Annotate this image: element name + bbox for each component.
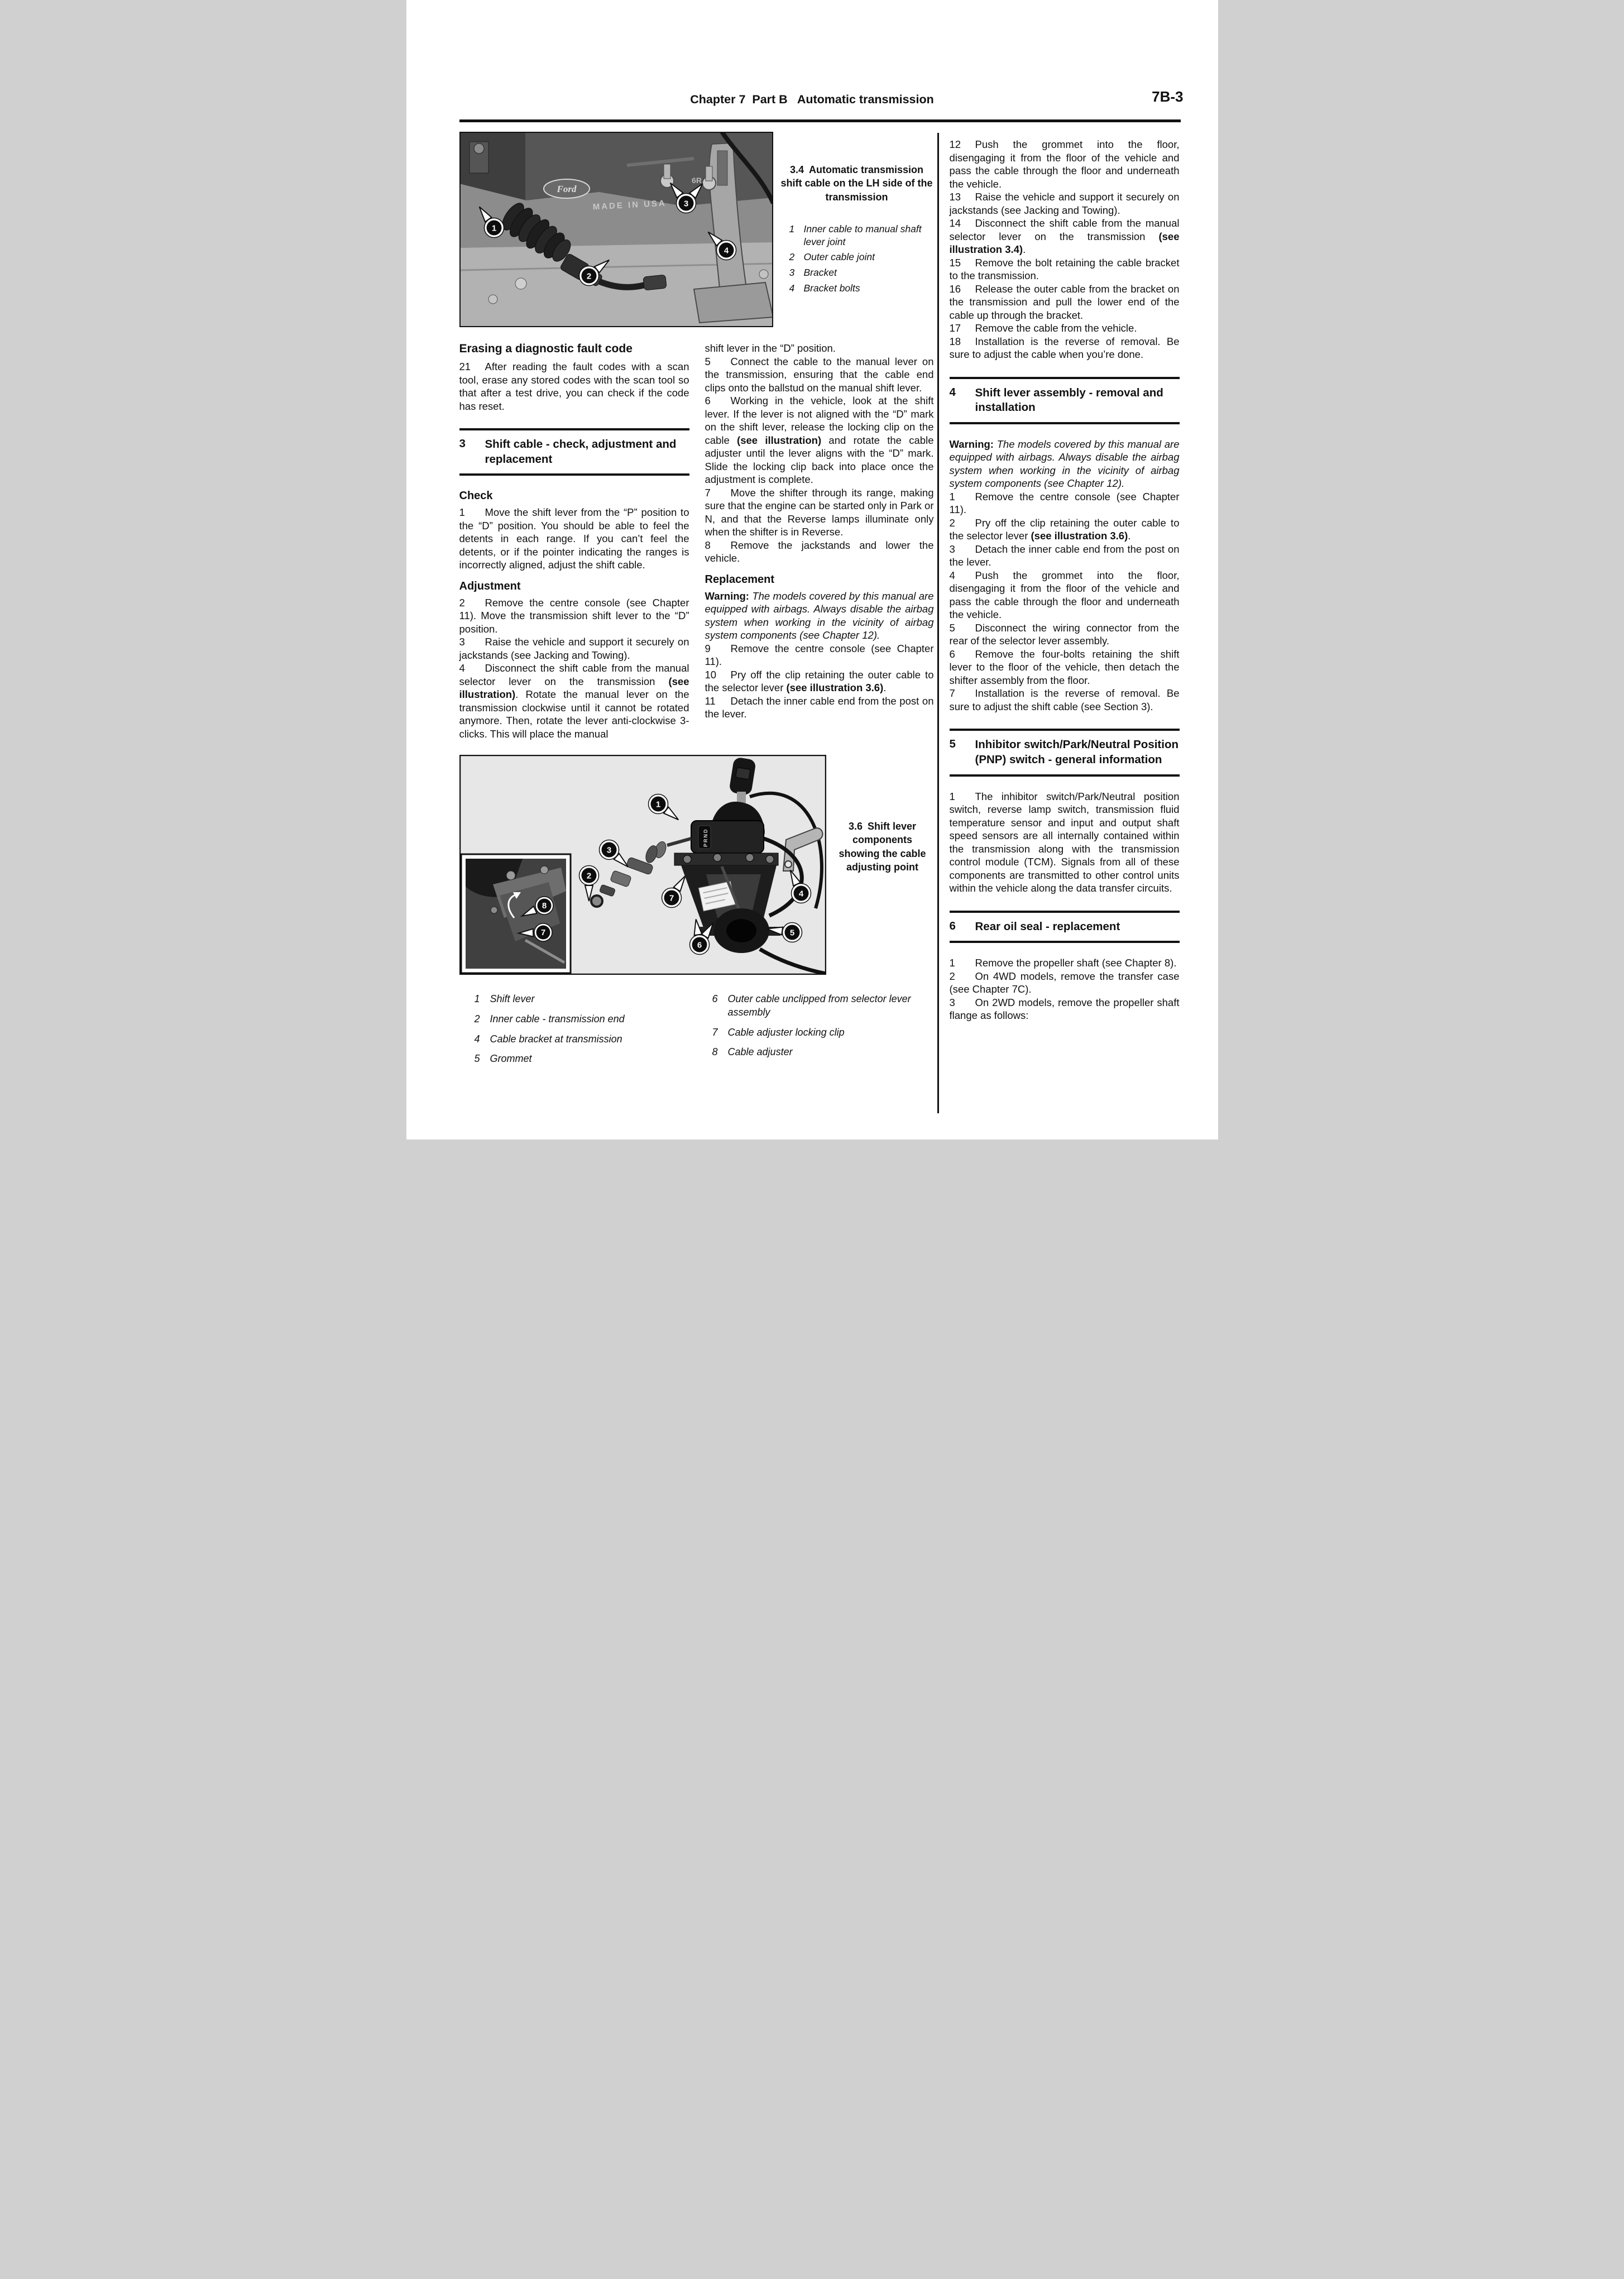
- header-rule: [459, 119, 1181, 122]
- manual-page: [406, 0, 1218, 1140]
- gear-indicator-text: PRND: [702, 828, 708, 847]
- legend-item: 4 Bracket bolts: [789, 282, 860, 294]
- legend-item: 5 Grommet: [474, 1053, 532, 1065]
- paragraph-14: 14 Disconnect the shift cable from the manual selector lever on the transmission (see illustration 3.4).: [949, 217, 1180, 255]
- figure-3-6-legend-right: [712, 993, 938, 1066]
- paragraph-18: 18 Installation is the reverse of removal. Be sure to adjust the cable when you’re done.: [949, 335, 1180, 360]
- check-heading: Check: [459, 490, 493, 502]
- warning-paragraph: Warning: The models covered by this manual are equipped with airbags. Always disable the airbag system when working in the vicinity of airbag system components (see Chapter 12).: [949, 438, 1180, 490]
- figure-3-4-caption-block: [779, 163, 935, 298]
- section4-step-6: 6 Remove the four-bolts retaining the shift lever to the floor of the vehicle, then detach the shifter assembly from the floor.: [949, 648, 1180, 686]
- figure-3-4-legend: [779, 223, 935, 295]
- adjustment-heading: Adjustment: [459, 580, 521, 592]
- paragraph-15: 15 Remove the bolt retaining the cable bracket to the transmission.: [949, 256, 1180, 281]
- section4-step-2: 2 Pry off the clip retaining the outer cable to the selector lever (see illustration 3.6).: [949, 516, 1180, 542]
- svg-text:8: 8: [542, 901, 547, 911]
- step-text: After reading the fault codes with a scan tool, erase any stored codes with the scan tool so that after a test drive, you can check if the code has reset.: [459, 361, 689, 412]
- inset-photo: [461, 854, 571, 973]
- figure-3-6-caption-block: [832, 820, 933, 874]
- figure-3-4-photo: [459, 132, 773, 327]
- svg-text:7: 7: [540, 928, 545, 937]
- legend-item: 6 Outer cable unclipped from selector lever assembly: [712, 993, 911, 1018]
- subsection-heading: Erasing a diagnostic fault code: [459, 342, 633, 355]
- section5-paragraph-1: 1 The inhibitor switch/Park/Neutral position switch, reverse lamp switch, transmission fluid temperature sensor and input and output shaft speed sensors are all internally contained within the transmission along with the transmission control module (TCM). Signals from all of these components are transmitted to other control units within the vehicle along the data transfer circuits.: [949, 790, 1180, 894]
- figure-3-6-caption: 3.6 Shift lever components showing the cable adjusting point: [839, 821, 926, 873]
- section4-step-5: 5 Disconnect the wiring connector from the rear of the selector lever assembly.: [949, 621, 1180, 647]
- figure-3-4-caption: 3.4 Automatic transmission shift cable on the LH side of the transmission: [780, 164, 933, 203]
- legend-item: 4 Cable bracket at transmission: [474, 1033, 622, 1045]
- legend-item: 1 Inner cable to manual shaft lever joint: [789, 223, 922, 247]
- legend-item: 7 Cable adjuster locking clip: [712, 1026, 845, 1038]
- section-4-heading: 4 Shift lever assembly - removal and installation: [950, 377, 1180, 424]
- section-5-heading: 5 Inhibitor switch/Park/Neutral Position (PNP) switch - general information: [950, 729, 1180, 776]
- transmission-photo-illustration: [459, 132, 773, 327]
- svg-text:5: 5: [789, 928, 794, 938]
- paragraph-4-continued: shift lever in the “D” position.: [705, 342, 836, 354]
- section-6-heading: 6 Rear oil seal - replacement: [950, 911, 1180, 944]
- warning-paragraph: Warning: The models covered by this manual are equipped with airbags. Always disable the airbag system when working in the vicinity of airbag system components (see Chapter 12).: [705, 590, 934, 641]
- legend-item: 8 Cable adjuster: [712, 1046, 793, 1058]
- figure-3-6-illustration: [459, 755, 826, 975]
- figure-number: 3.4: [789, 164, 804, 175]
- middle-column: [705, 342, 934, 721]
- legend-item: 2 Inner cable - transmission end: [474, 1013, 625, 1024]
- section4-step-4: 4 Push the grommet into the floor, disengaging it from the floor of the vehicle and pass the cable through the floor and underneath the vehicle.: [949, 569, 1180, 621]
- section4-step-1: 1 Remove the centre console (see Chapter 11).: [949, 490, 1180, 516]
- ford-logo-text: Ford: [557, 184, 576, 194]
- step-number: 21: [459, 361, 471, 373]
- figure-3-6-legend-left: [475, 993, 698, 1073]
- paragraph-2: 2 Remove the centre console (see Chapter 11). Move the transmission shift lever to the “D” position.: [459, 596, 689, 635]
- svg-text:4: 4: [724, 246, 729, 256]
- paragraph-17: 17 Remove the cable from the vehicle.: [949, 322, 1137, 334]
- svg-text:3: 3: [683, 199, 688, 209]
- paragraph-8: 8 Remove the jackstands and lower the vehicle.: [705, 539, 934, 564]
- legend-item: 2 Outer cable joint: [789, 251, 875, 263]
- page-number: 7B-3: [1152, 88, 1184, 105]
- svg-text:2: 2: [586, 871, 591, 881]
- right-column: [950, 138, 1180, 1022]
- paragraph-16: 16 Release the outer cable from the bracket on the transmission and pull the lower end of the cable up through the bracket.: [949, 283, 1180, 321]
- paragraph-3: 3 Raise the vehicle and support it securely on jackstands (see Jacking and Towing).: [459, 636, 689, 661]
- section4-step-7: 7 Installation is the reverse of removal. Be sure to adjust the shift cable (see Section 3).: [949, 687, 1180, 712]
- shift-lever-illustration: [459, 755, 826, 975]
- figure-number: 3.6: [848, 821, 863, 832]
- paragraph-5: 5 Connect the cable to the manual lever on the transmission, ensuring that the cable end clips onto the ballstud on the manual shift lever.: [705, 355, 934, 394]
- inner-cable-end-shape: [591, 896, 602, 907]
- paragraph-13: 13 Raise the vehicle and support it securely on jackstands (see Jacking and Towing).: [949, 191, 1180, 216]
- legend-item: 1 Shift lever: [474, 993, 535, 1004]
- paragraph-4: 4 Disconnect the shift cable from the manual selector lever on the transmission (see illustration). Rotate the manual lever on the transmission clockwise until it cannot be rotated anymore. Then, rotate the lever anti-clockwise 3-clicks. This will place the manual: [459, 662, 689, 740]
- page-title: Chapter 7 Part B Automatic transmission: [690, 93, 934, 106]
- paragraph-12: 12 Push the grommet into the floor, disengaging it from the floor of the vehicle and pass the cable through the floor and underneath the vehicle.: [949, 138, 1180, 190]
- svg-text:4: 4: [798, 889, 803, 899]
- section6-step-3: 3 On 2WD models, remove the propeller shaft flange as follows:: [949, 996, 1180, 1022]
- svg-text:7: 7: [669, 893, 674, 903]
- left-column: [459, 342, 689, 740]
- paragraph-6: 6 Working in the vehicle, look at the shift lever. If the lever is not aligned with the “D” mark on the shift lever, release the locking clip on the cable (see illustration) and rotate the cable adjuster until the lever aligns with the “D” mark. Slide the locking clip back into place once the adjustment is complete.: [705, 395, 934, 485]
- paragraph-1: 1 Move the shift lever from the “P” position to the “D” position. You should be able to feel the detents in each range. If you can’t feel the detents, or if the pointer indicating the ranges is incorrectly aligned, adjust the shift cable.: [459, 506, 689, 571]
- column-divider-rule: [937, 133, 939, 1113]
- casting-code-text: 6R: [691, 176, 702, 185]
- section6-step-1: 1 Remove the propeller shaft (see Chapter 8).: [949, 957, 1177, 969]
- paragraph-9: 9 Remove the centre console (see Chapter 11).: [705, 642, 934, 667]
- paragraph-11: 11 Detach the inner cable end from the post on the lever.: [705, 695, 934, 720]
- svg-text:1: 1: [655, 799, 660, 810]
- paragraph-10: 10 Pry off the clip retaining the outer cable to the selector lever (see illustration 3.6).: [705, 668, 934, 693]
- legend-item: 3 Bracket: [789, 267, 837, 279]
- svg-text:1: 1: [491, 223, 496, 233]
- svg-text:3: 3: [606, 845, 611, 855]
- svg-text:2: 2: [586, 271, 591, 281]
- replacement-heading: Replacement: [705, 573, 774, 586]
- svg-text:6: 6: [697, 940, 702, 950]
- section6-step-2: 2 On 4WD models, remove the transfer case (see Chapter 7C).: [949, 970, 1180, 995]
- paragraph-21: [459, 360, 689, 413]
- section4-step-3: 3 Detach the inner cable end from the post on the lever.: [949, 543, 1180, 568]
- made-in-usa-cast-text: MADE IN USA: [592, 198, 667, 212]
- paragraph-7: 7 Move the shifter through its range, making sure that the engine can be started only in Park or N, and that the Reverse lamps illuminate only when the shifter is in Reverse.: [705, 486, 934, 538]
- section-3-heading: 3 Shift cable - check, adjustment and replacement: [459, 428, 689, 476]
